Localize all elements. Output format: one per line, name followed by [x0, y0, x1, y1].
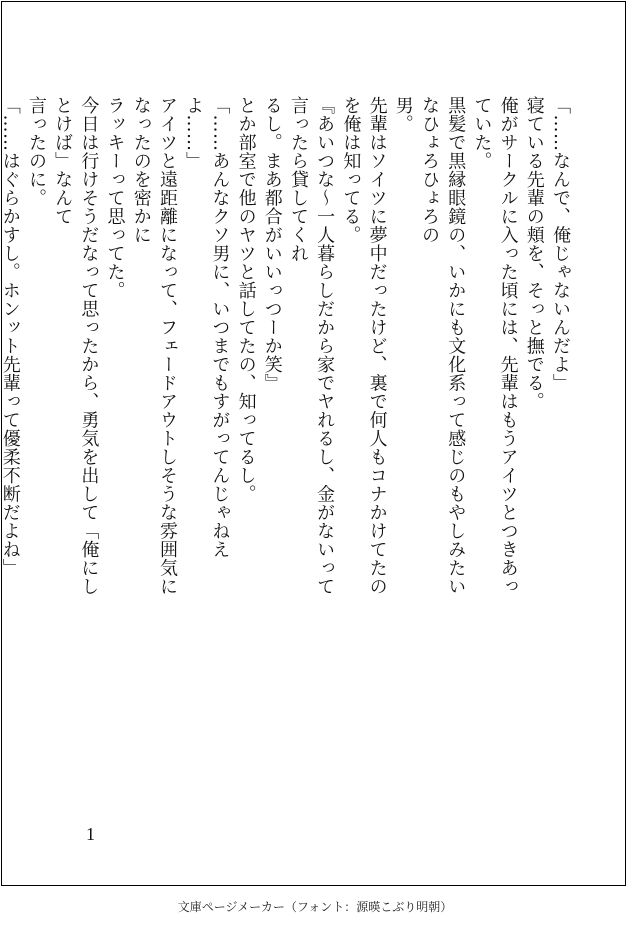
text-line: 「……あんなクソ男に、いつまでもすがってんじゃねえよ……」	[183, 96, 231, 559]
page-number: 1	[86, 824, 95, 844]
text-line: 黒髪で黒縁眼鏡の、いかにも文化系って感じのもやしみたいなひょろひょろの	[418, 96, 467, 596]
footer-caption: 文庫ページメーカー（フォント：源暎こぶり明朝）	[177, 900, 453, 914]
vertical-text-body	[0, 96, 573, 608]
text-line: るし。まあ都合がいいっつーか笑』	[261, 96, 283, 392]
text-line: 男。	[392, 96, 414, 133]
text-line: とか部室で他のヤツと話してたの、知ってるし。	[235, 96, 257, 503]
text-line: ラッキーって思ってた。	[104, 96, 126, 300]
text-line: 「……なんで、俺じゃないんだよ」	[550, 96, 571, 392]
text-line: 言ったのに。	[25, 96, 47, 207]
text-line: 今日は行けそうだなって思ったから、勇気を出して「俺にしとけば」なんて	[52, 96, 100, 596]
text-line: 「……はぐらかすし。ホンット先輩って優柔不断だよね」	[0, 96, 21, 577]
book-page	[1, 1, 626, 886]
text-line: 『あいつな〜一人暮らしだから家でヤれるし、金がないって言ったら貸してくれ	[287, 96, 336, 596]
text-line: 寝ている先輩の頬を、そっと撫でる。	[523, 96, 545, 411]
text-line: 先輩はソイツに夢中だったけど、裏で何人もコナかけてたのを俺は知ってる。	[340, 96, 388, 596]
text-line: 俺がサークルに入った頃には、先輩はもうアイツとつきあっていた。	[471, 96, 519, 596]
text-line: アイツと遠距離になって、フェードアウトしそうな雰囲気になったのを密かに	[130, 96, 178, 596]
